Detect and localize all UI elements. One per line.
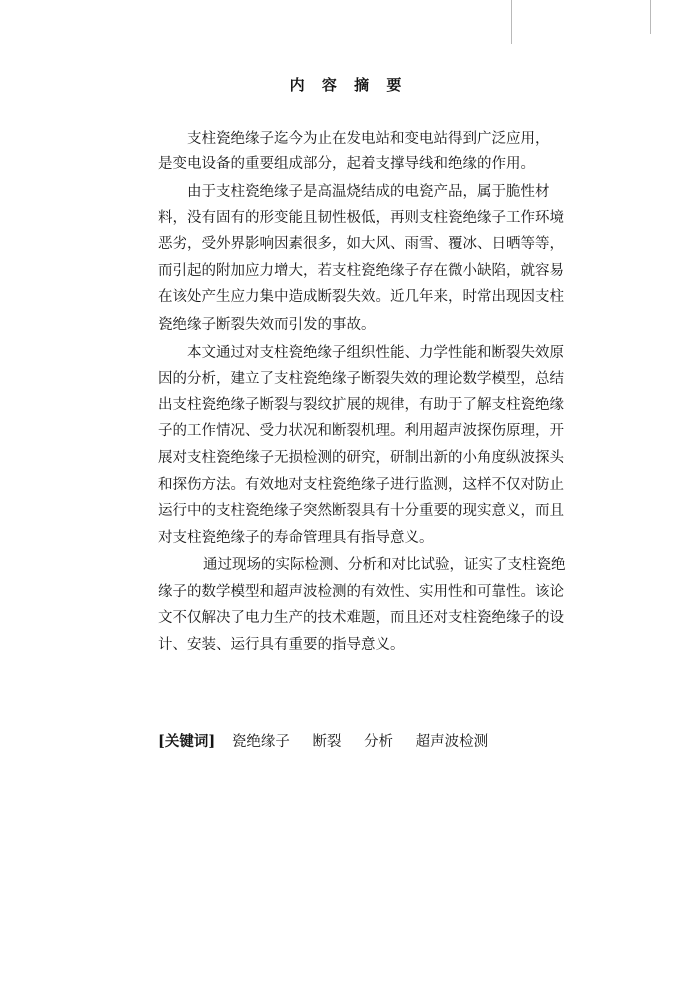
abstract-line: 恶劣，受外界影响因素很多，如大风、雨雪、覆冰、日晒等等， — [158, 236, 564, 252]
abstract-line: 通过现场的实际检测、分析和对比试验，证实了支柱瓷绝 — [203, 557, 566, 573]
abstract-line: 缘子的数学模型和超声波检测的有效性、实用性和可靠性。该论 — [158, 584, 564, 600]
scan-edge-mark-right — [650, 0, 651, 34]
abstract-line: 本文通过对支柱瓷绝缘子组织性能、力学性能和断裂失效原 — [187, 345, 564, 361]
abstract-line: 计、安装、运行具有重要的指导意义。 — [158, 637, 405, 653]
abstract-line: 文不仅解决了电力生产的技术难题，而且还对支柱瓷绝缘子的设 — [158, 610, 564, 626]
abstract-line: 对支柱瓷绝缘子的寿命管理具有指导意义。 — [158, 530, 434, 546]
abstract-line: 运行中的支柱瓷绝缘子突然断裂具有十分重要的现实意义，而且 — [158, 503, 564, 519]
abstract-line: 由于支柱瓷绝缘子是高温烧结成的电瓷产品，属于脆性材 — [187, 184, 550, 200]
page-title: 内 容 摘 要 — [289, 76, 408, 94]
abstract-line: 而引起的附加应力增大，若支柱瓷绝缘子存在微小缺陷，就容易 — [158, 263, 564, 279]
abstract-line: 支柱瓷绝缘子迄今为止在发电站和变电站得到广泛应用， — [187, 131, 550, 147]
abstract-line: 瓷绝缘子断裂失效而引发的事故。 — [158, 317, 376, 333]
abstract-line: 是变电设备的重要组成部分，起着支撑导线和绝缘的作用。 — [158, 156, 535, 172]
abstract-line: 料，没有固有的形变能且韧性极低，再则支柱瓷绝缘子工作环境 — [158, 210, 564, 226]
keywords-label: [关键词] — [158, 733, 216, 750]
abstract-line: 和探伤方法。有效地对支柱瓷绝缘子进行监测，这样不仅对防止 — [158, 477, 564, 493]
keyword: 分析 — [364, 734, 394, 750]
abstract-line: 展对支柱瓷绝缘子无损检测的研究，研制出新的小角度纵波探头 — [158, 450, 564, 466]
keywords-row — [158, 731, 506, 753]
scan-edge-mark-left — [511, 0, 512, 44]
keyword: 超声波检测 — [415, 734, 489, 750]
keyword: 断裂 — [312, 734, 342, 750]
abstract-line: 出支柱瓷绝缘子断裂与裂纹扩展的规律，有助于了解支柱瓷绝缘 — [158, 397, 564, 413]
abstract-line: 子的工作情况、受力状况和断裂机理。利用超声波探伤原理，开 — [158, 423, 564, 439]
keyword: 瓷绝缘子 — [231, 734, 290, 750]
abstract-line: 在该处产生应力集中造成断裂失效。近几年来，时常出现因支柱 — [158, 289, 564, 305]
abstract-line: 因的分析，建立了支柱瓷绝缘子断裂失效的理论数学模型，总结 — [158, 371, 564, 387]
